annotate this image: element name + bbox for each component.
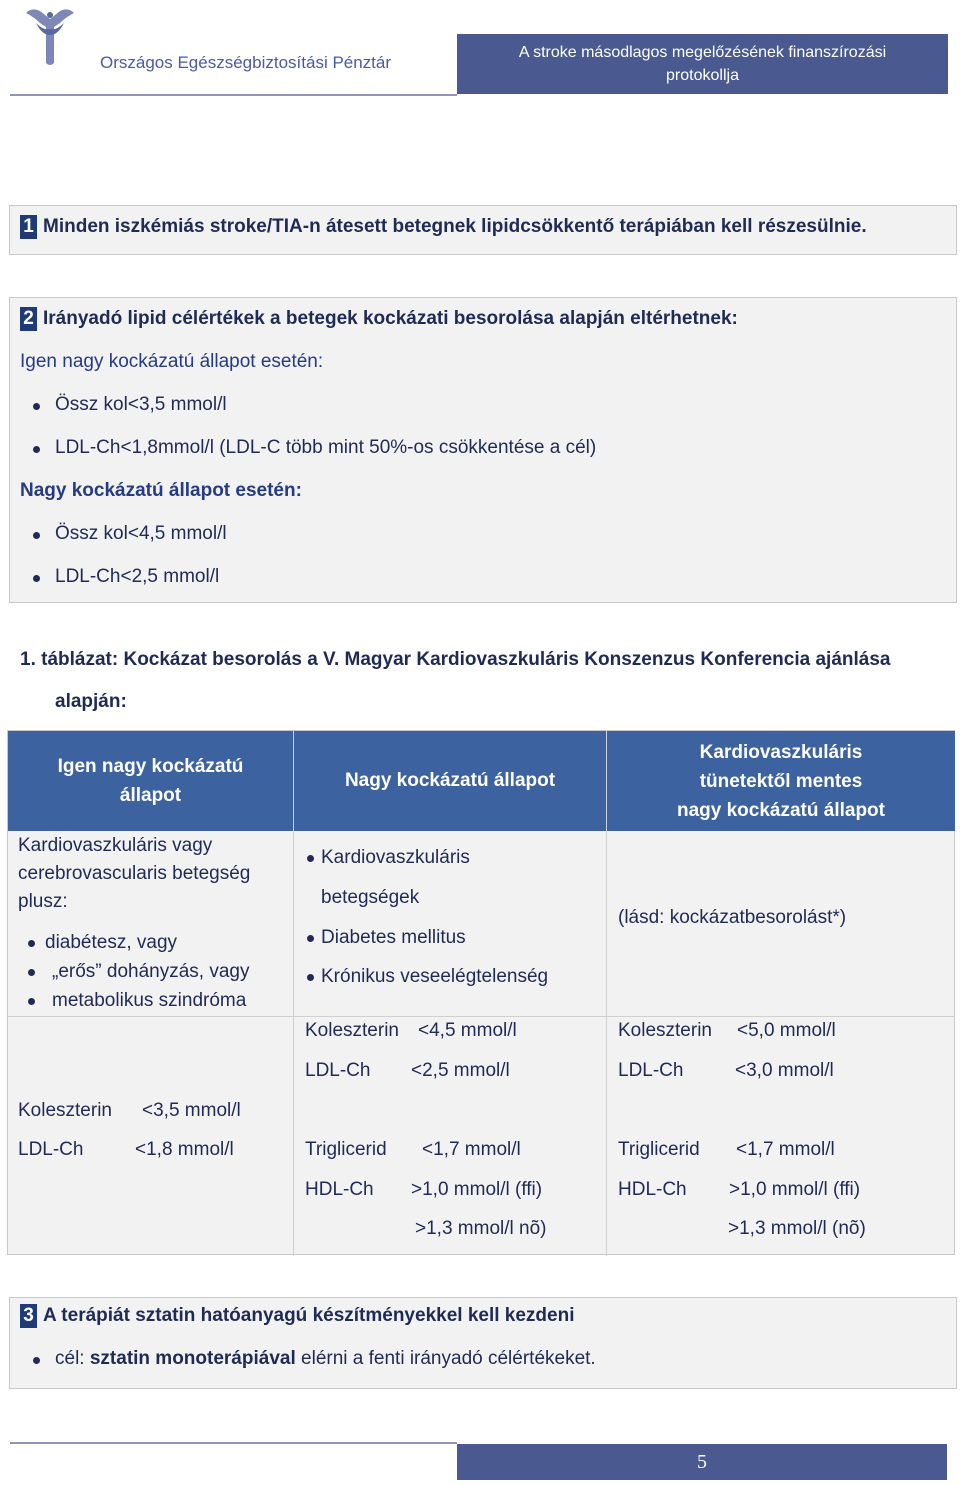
target-label: Koleszterin xyxy=(18,1100,112,1121)
target-value: <2,5 mmol/l xyxy=(411,1060,510,1081)
list-item: LDL-Ch<1,8mmol/l (LDL-C több mint 50%-os csökkentése a cél) xyxy=(20,431,956,474)
target-label: Koleszterin xyxy=(305,1020,399,1041)
oep-logo-icon xyxy=(22,5,78,69)
bullet-icon xyxy=(28,998,35,1005)
list-item: Össz kol<4,5 mmol/l xyxy=(20,517,956,560)
col3-description: (lásd: kockázatbesorolást*) xyxy=(618,907,847,928)
list-item: betegségek xyxy=(321,887,420,908)
target-value: <3,0 mmol/l xyxy=(735,1060,834,1081)
recommendation-lead: 2 Irányadó lipid célértékek a betegek kockázati besorolása alapján eltérhetnek: xyxy=(20,302,956,345)
bullet-icon xyxy=(28,940,35,947)
organization-name: Országos Egészségbiztosítási Pénztár xyxy=(100,53,392,72)
target-label: LDL-Ch xyxy=(305,1060,371,1081)
document-title-line-1: A stroke másodlagos megelőzésének finanszírozási xyxy=(518,44,887,61)
high-risk-title: Nagy kockázatú állapot esetén: xyxy=(20,480,302,501)
target-label: HDL-Ch xyxy=(305,1179,374,1200)
very-high-risk-title: Igen nagy kockázatú állapot esetén: xyxy=(20,351,324,372)
column-divider xyxy=(293,731,294,1256)
target-label: LDL-Ch xyxy=(618,1060,684,1081)
document-title-line-2: protokollja xyxy=(666,67,739,84)
bullet-icon xyxy=(307,855,314,862)
table-caption: 1. táblázat: Kockázat besorolás a V. Magyar Kardiovaszkuláris Konszenzus Konferencia ajánlása xyxy=(20,649,891,670)
target-value: <5,0 mmol/l xyxy=(737,1020,836,1041)
table-caption-continued: alapján: xyxy=(55,691,127,712)
list-item: Kardiovaszkuláris xyxy=(321,847,470,868)
recommendation-box-1 xyxy=(9,205,957,255)
col3-header: Kardiovaszkuláris tünetektől mentes nagy kockázatú állapot xyxy=(607,731,955,831)
column-divider xyxy=(606,731,607,1256)
recommendation-number: 1 xyxy=(20,215,37,239)
target-value: >1,3 mmol/l (nõ) xyxy=(728,1218,866,1239)
recommendation-number: 3 xyxy=(20,1304,37,1328)
target-value: <4,5 mmol/l xyxy=(418,1020,517,1041)
target-value: >1,3 mmol/l nõ) xyxy=(415,1218,547,1239)
recommendation-number: 2 xyxy=(20,307,37,331)
col1-header: Igen nagy kockázatú állapot xyxy=(8,731,293,831)
target-value: <3,5 mmol/l xyxy=(142,1100,241,1121)
list-item: „erős” dohányzás, vagy xyxy=(52,961,250,982)
col1-description: Kardiovaszkuláris vagy cerebrovascularis betegség plusz: xyxy=(18,835,251,912)
target-label: LDL-Ch xyxy=(18,1139,84,1160)
target-label: Koleszterin xyxy=(618,1020,712,1041)
list-item: Krónikus veseelégtelenség xyxy=(321,966,549,987)
bullet-icon xyxy=(307,935,314,942)
list-item: cél: sztatin monoterápiával elérni a fenti irányadó célértékeket. xyxy=(20,1348,956,1370)
target-value: >1,0 mmol/l (ffi) xyxy=(411,1179,543,1200)
recommendation-title: 3 A terápiát sztatin hatóanyagú készítményekkel kell kezdeni xyxy=(20,1304,956,1328)
page-number: 5 xyxy=(457,1444,947,1480)
bullet-icon xyxy=(307,974,314,981)
list-item: diabétesz, vagy xyxy=(45,932,178,953)
col2-header: Nagy kockázatú állapot xyxy=(294,731,606,831)
recommendation-box-3 xyxy=(9,1297,957,1389)
list-item: Diabetes mellitus xyxy=(321,927,466,948)
target-label: HDL-Ch xyxy=(618,1179,687,1200)
list-item: metabolikus szindróma xyxy=(52,990,247,1011)
recommendation-box-2 xyxy=(9,297,957,603)
target-label: Triglicerid xyxy=(618,1139,700,1160)
document-title-banner xyxy=(457,34,948,94)
page-header xyxy=(10,0,948,96)
target-value: <1,7 mmol/l xyxy=(422,1139,521,1160)
list-item: LDL-Ch<2,5 mmol/l xyxy=(20,560,956,603)
target-value: <1,7 mmol/l xyxy=(736,1139,835,1160)
list-item: Össz kol<3,5 mmol/l xyxy=(20,388,956,431)
target-label: Triglicerid xyxy=(305,1139,387,1160)
recommendation-text: Minden iszkémiás stroke/TIA-n átesett betegnek lipidcsökkentő terápiában kell részesülnie. xyxy=(43,216,867,237)
footer-divider xyxy=(10,1442,457,1444)
bullet-icon xyxy=(28,969,35,976)
header-divider xyxy=(10,94,457,96)
target-value: <1,8 mmol/l xyxy=(135,1139,234,1160)
risk-table xyxy=(7,730,955,1255)
target-value: >1,0 mmol/l (ffi) xyxy=(729,1179,861,1200)
